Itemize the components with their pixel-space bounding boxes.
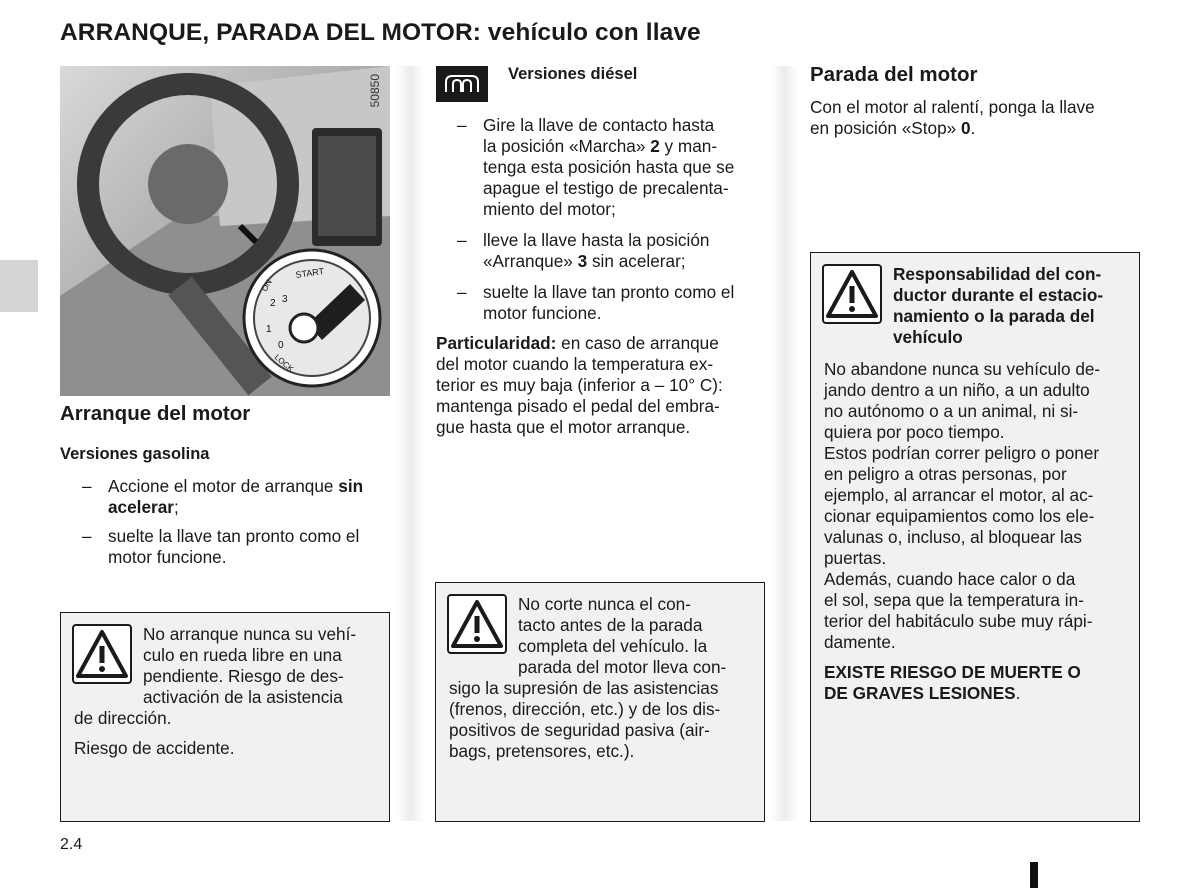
warning-box (810, 252, 1140, 822)
section-heading-stop: Parada del motor (810, 63, 978, 86)
position-2-label: 2 (270, 298, 276, 309)
page-edge-marker (1030, 862, 1038, 888)
warning-title: Responsabilidad del con- ductor durante el estacio- namiento o la parada del vehículo (893, 264, 1104, 347)
section-heading-start: Arranque del motor (60, 402, 251, 425)
warning-body: No abandone nunca su vehículo de- jando dentro a un niño, a un adulto no autónomo o a un animal, ni si- quiera por poco tiempo. Estos podrían correr peligro o poner en peligro a otras personas, por ejemplo, al arrancar el motor, al ac- cionar equipamientos como los ele- valunas o, incluso, al bloquear las puertas. Además, cuando hace calor o da el sol, sepa que la temperatura in- terior del habitáculo sube muy rápi- damente. (824, 359, 1101, 652)
stop-instructions: Con el motor al ralentí, ponga la llave en posición «Stop» 0. (810, 97, 1095, 138)
glow-plug-icon (436, 66, 488, 102)
warning-box: No corte nunca el con- tacto antes de la parada completa del vehículo. la parada del motor lleva con- sigo la supresión de las asistencias (frenos, dirección, etc.) y de los dis- positivos de seguridad pasiva (air- bags, pretensores, etc.). (435, 582, 765, 822)
position-lock-label: LOCK (272, 352, 296, 374)
page-number: 2.4 (60, 836, 83, 853)
warning-triangle-icon (447, 594, 507, 654)
warning-triangle-icon (72, 624, 132, 684)
particularity-note: Particularidad: en caso de arranque del motor cuando la temperatura ex- terior es muy baja (inferior a – 10° C): mantenga pisado el pedal del embra- gue hasta que el motor arranque. (436, 333, 723, 437)
figure-code: 50850 (368, 74, 382, 108)
ignition-photo (60, 66, 390, 396)
position-3-label: 3 (282, 294, 288, 305)
position-start-label: START (294, 266, 325, 280)
position-0-label: 0 (278, 340, 284, 351)
section-tab (0, 260, 38, 312)
warning-box: No arranque nunca su vehí- culo en rueda libre en una pendiente. Riesgo de des- activación de la asistencia de dirección. Riesgo de accidente. (60, 612, 390, 822)
dashboard-illustration (60, 66, 390, 396)
page-title: ARRANQUE, PARADA DEL MOTOR: vehículo con llave (60, 19, 701, 46)
warning-triangle-icon (822, 264, 882, 324)
position-on-label: ON (259, 278, 274, 293)
subheading-petrol: Versiones gasolina (60, 445, 210, 463)
subheading-diesel: Versiones diésel (508, 65, 638, 83)
position-1-label: 1 (266, 324, 272, 335)
danger-statement: EXISTE RIESGO DE MUERTE O DE GRAVES LESIONES. (824, 662, 1081, 703)
column-separator (771, 66, 798, 821)
column-separator (397, 66, 424, 821)
